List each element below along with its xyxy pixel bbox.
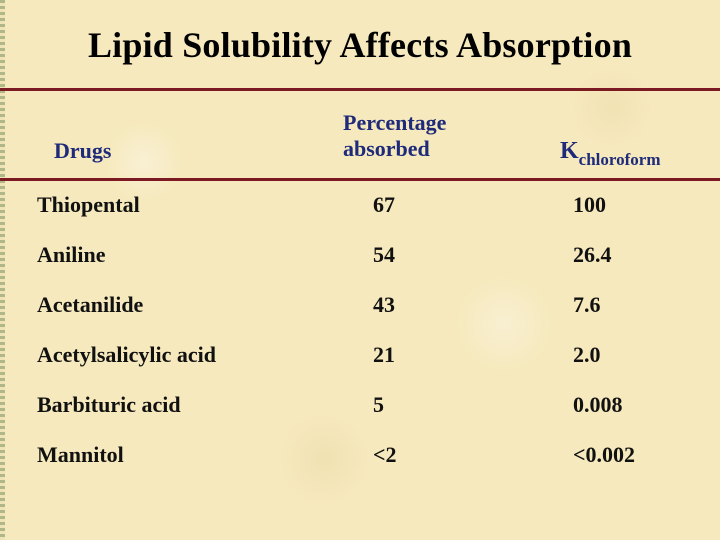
- percentage-absorbed: 5: [373, 392, 384, 417]
- column-header-percentage-line1: Percentage: [343, 110, 447, 135]
- k-chloroform-value: 26.4: [573, 242, 612, 267]
- k-chloroform-value: <0.002: [573, 442, 636, 467]
- k-chloroform-value: 2.0: [573, 342, 601, 367]
- percentage-absorbed: 67: [373, 192, 395, 217]
- table-row: [0, 392, 720, 422]
- table-row: [0, 242, 720, 272]
- drug-name: Acetanilide: [37, 292, 144, 317]
- percentage-absorbed: 21: [373, 342, 395, 367]
- title-divider: [0, 88, 720, 91]
- k-subscript: chloroform: [578, 150, 661, 169]
- column-header-percentage-line2: absorbed: [343, 136, 430, 161]
- drug-name: Acetylsalicylic acid: [37, 342, 217, 367]
- percentage-absorbed: 43: [373, 292, 395, 317]
- k-chloroform-value: 0.008: [573, 392, 623, 417]
- table-row: [0, 442, 720, 472]
- table-row: [0, 342, 720, 372]
- percentage-absorbed: 54: [373, 242, 395, 267]
- drug-name: Aniline: [37, 242, 106, 267]
- column-header-drugs: Drugs: [54, 138, 112, 163]
- header-divider: [0, 178, 720, 181]
- slide-title: Lipid Solubility Affects Absorption: [87, 25, 633, 65]
- column-header-percentage: [343, 110, 446, 162]
- k-chloroform-value: 100: [573, 192, 606, 217]
- drug-name: Thiopental: [37, 192, 140, 217]
- column-header-k-chloroform: [560, 138, 661, 169]
- percentage-absorbed: <2: [373, 442, 397, 467]
- drug-name: Barbituric acid: [37, 392, 181, 417]
- drug-name: Mannitol: [37, 442, 124, 467]
- k-chloroform-value: 7.6: [573, 292, 601, 317]
- table-row: [0, 192, 720, 222]
- k-symbol: K: [560, 138, 579, 164]
- table-row: [0, 292, 720, 322]
